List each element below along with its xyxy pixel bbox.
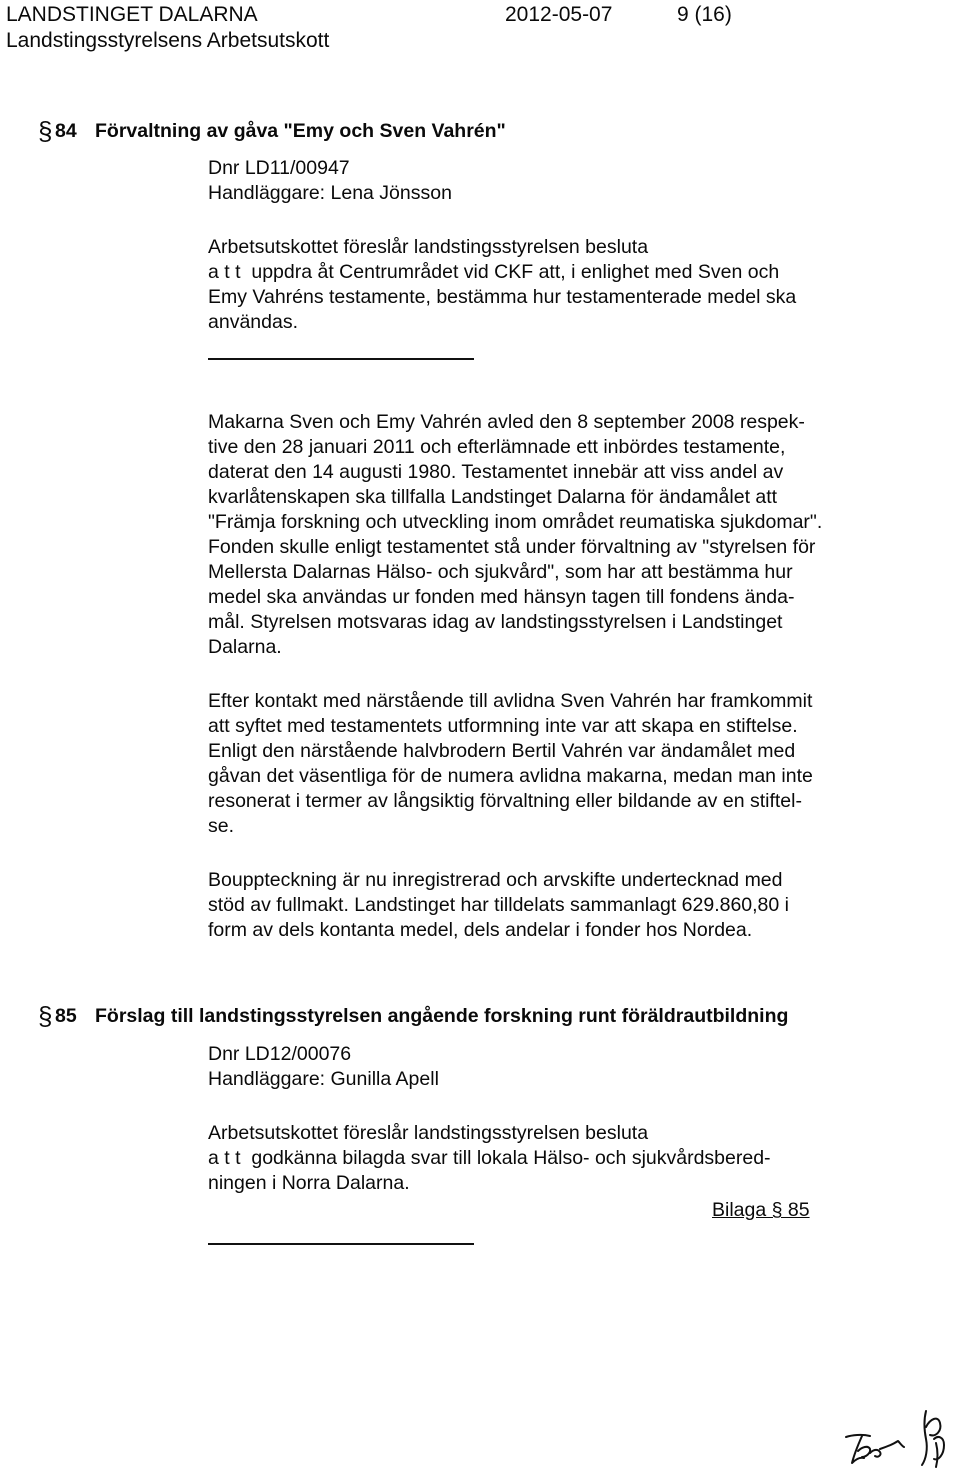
proposal-line: a t t godkänna bilagda svar till lokala Hälso- och sjukvårdsbered- [208,1147,771,1169]
paragraph-line: gåvan det väsentliga för de numera avlidna makarna, medan man inte [208,765,813,787]
paragraph-line: Dalarna. [208,636,282,658]
attachment-reference: Bilaga § 85 [712,1199,810,1221]
paragraph-line: se. [208,815,235,837]
section-85-symbol: § [38,1001,53,1031]
section-85-title: Förslag till landstingsstyrelsen angående forskning runt föräldrautbildning [95,1005,789,1027]
paragraph-line: form av dels kontanta medel, dels andelar i fonder hos Nordea. [208,919,753,941]
section-85-dnr: Dnr LD12/00076 [208,1043,352,1065]
header-page-number: 9 (16) [677,3,732,26]
header-body-name: Landstingsstyrelsens Arbetsutskott [6,29,330,52]
proposal-line: Arbetsutskottet föreslår landstingsstyrelsen besluta [208,236,649,258]
section-84-dnr: Dnr LD11/00947 [208,157,350,179]
paragraph-line: att syftet med testamentets utformning inte var att skapa en stiftelse. [208,715,798,737]
paragraph-line: medel ska användas ur fonden med hänsyn tagen till fondens ända- [208,586,795,608]
paragraph-line: Makarna Sven och Emy Vahrén avled den 8 september 2008 respek- [208,411,805,433]
header-org: LANDSTINGET DALARNA [6,3,258,26]
paragraph-line: mål. Styrelsen motsvaras idag av landstingsstyrelsen i Landstinget [208,611,783,633]
paragraph-line: Mellersta Dalarnas Hälso- och sjukvård", som har att bestämma hur [208,561,793,583]
handwritten-signature [840,1405,952,1469]
paragraph-line: tive den 28 januari 2011 och efterlämnade ett inbördes testamente, [208,436,786,458]
proposal-line: användas. [208,311,298,333]
section-84-symbol: § [38,116,53,146]
section-84-number: 84 [55,120,77,142]
proposal-line: Emy Vahréns testamente, bestämma hur testamenterade medel ska [208,286,797,308]
paragraph-line: Bouppteckning är nu inregistrerad och arvskifte undertecknad med [208,869,783,891]
section-84-title: Förvaltning av gåva "Emy och Sven Vahrén" [95,120,506,142]
paragraph-line: Enligt den närstående halvbrodern Bertil Vahrén var ändamålet med [208,740,796,762]
paragraph-line: stöd av fullmakt. Landstinget har tilldelats sammanlagt 629.860,80 i [208,894,790,916]
divider-rule [208,1243,474,1245]
proposal-line: a t t uppdra åt Centrumrådet vid CKF att, i enlighet med Sven och [208,261,780,283]
header-date: 2012-05-07 [505,3,613,26]
paragraph-line: Efter kontakt med närstående till avlidna Sven Vahrén har framkommit [208,690,813,712]
proposal-line: Arbetsutskottet föreslår landstingsstyrelsen besluta [208,1122,649,1144]
paragraph-line: kvarlåtenskapen ska tillfalla Landstinget Dalarna för ändamålet att [208,486,778,508]
section-85-number: 85 [55,1005,77,1027]
section-85-handler: Handläggare: Gunilla Apell [208,1068,439,1090]
divider-rule [208,358,474,360]
paragraph-line: "Främja forskning och utveckling inom området reumatiska sjukdomar". [208,511,823,533]
paragraph-line: Fonden skulle enligt testamentet stå under förvaltning av "styrelsen för [208,536,816,558]
paragraph-line: resonerat i termer av långsiktig förvaltning eller bildande av en stiftel- [208,790,802,812]
paragraph-line: daterat den 14 augusti 1980. Testamentet innebär att viss andel av [208,461,784,483]
section-84-handler: Handläggare: Lena Jönsson [208,182,452,204]
proposal-line: ningen i Norra Dalarna. [208,1172,410,1194]
